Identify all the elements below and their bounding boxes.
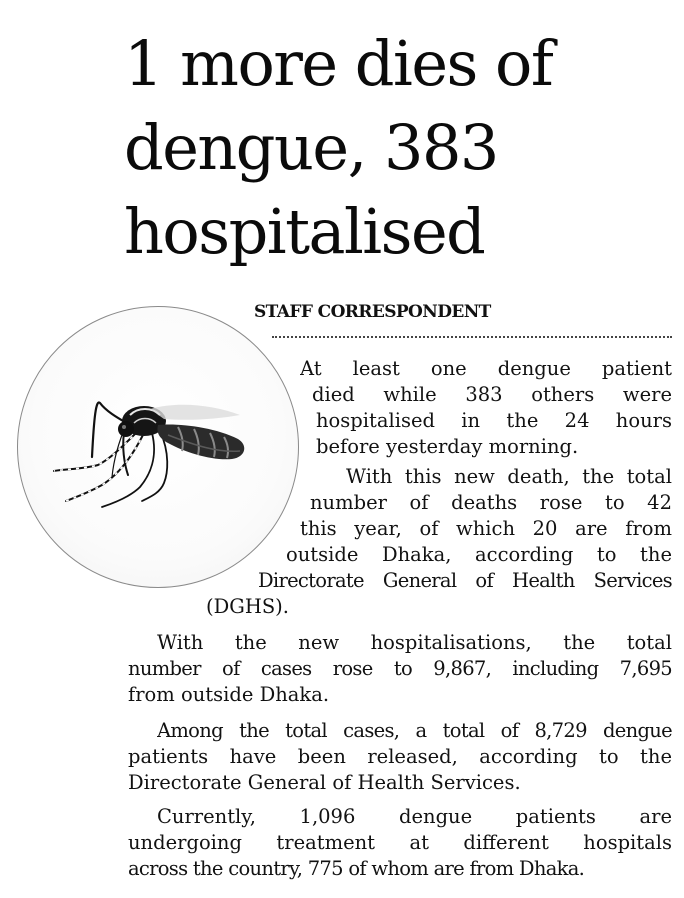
headline-line: dengue, 383 <box>124 111 498 184</box>
text-line: At least one dengue patient <box>300 357 672 380</box>
text-line: before yesterday morning. <box>316 435 579 458</box>
mosquito-photo <box>17 306 299 588</box>
text-line: from outside Dhaka. <box>128 683 330 706</box>
byline: STAFF CORRESPONDENT <box>254 302 491 322</box>
text-line: undergoing treatment at different hospitals <box>128 831 672 854</box>
dotted-divider <box>272 336 672 338</box>
text-line: this year, of which 20 are from <box>300 517 672 540</box>
mosquito-illustration <box>18 307 298 587</box>
text-line: number of cases rose to 9,867, including 7,695 <box>128 657 672 680</box>
text-line: Currently, 1,096 dengue patients are <box>157 805 672 828</box>
text-line: Directorate General of Health Services <box>258 569 672 592</box>
text-line: patients have been released, according to the <box>128 745 672 768</box>
text-line: outside Dhaka, according to the <box>286 543 672 566</box>
text-line: across the country, 775 of whom are from Dhaka. <box>128 857 585 880</box>
headline-line: 1 more dies of <box>124 27 553 100</box>
text-line: Among the total cases, a total of 8,729 dengue <box>157 719 672 742</box>
text-line: number of deaths rose to 42 <box>310 491 672 514</box>
text-line: died while 383 others were <box>312 383 672 406</box>
text-line: Directorate General of Health Services. <box>128 771 521 794</box>
text-line: With the new hospitalisations, the total <box>157 631 672 654</box>
headline <box>124 22 680 274</box>
headline-line: hospitalised <box>124 195 485 268</box>
text-line: hospitalised in the 24 hours <box>316 409 672 432</box>
text-line: With this new death, the total <box>346 465 672 488</box>
text-line: (DGHS). <box>206 595 289 618</box>
